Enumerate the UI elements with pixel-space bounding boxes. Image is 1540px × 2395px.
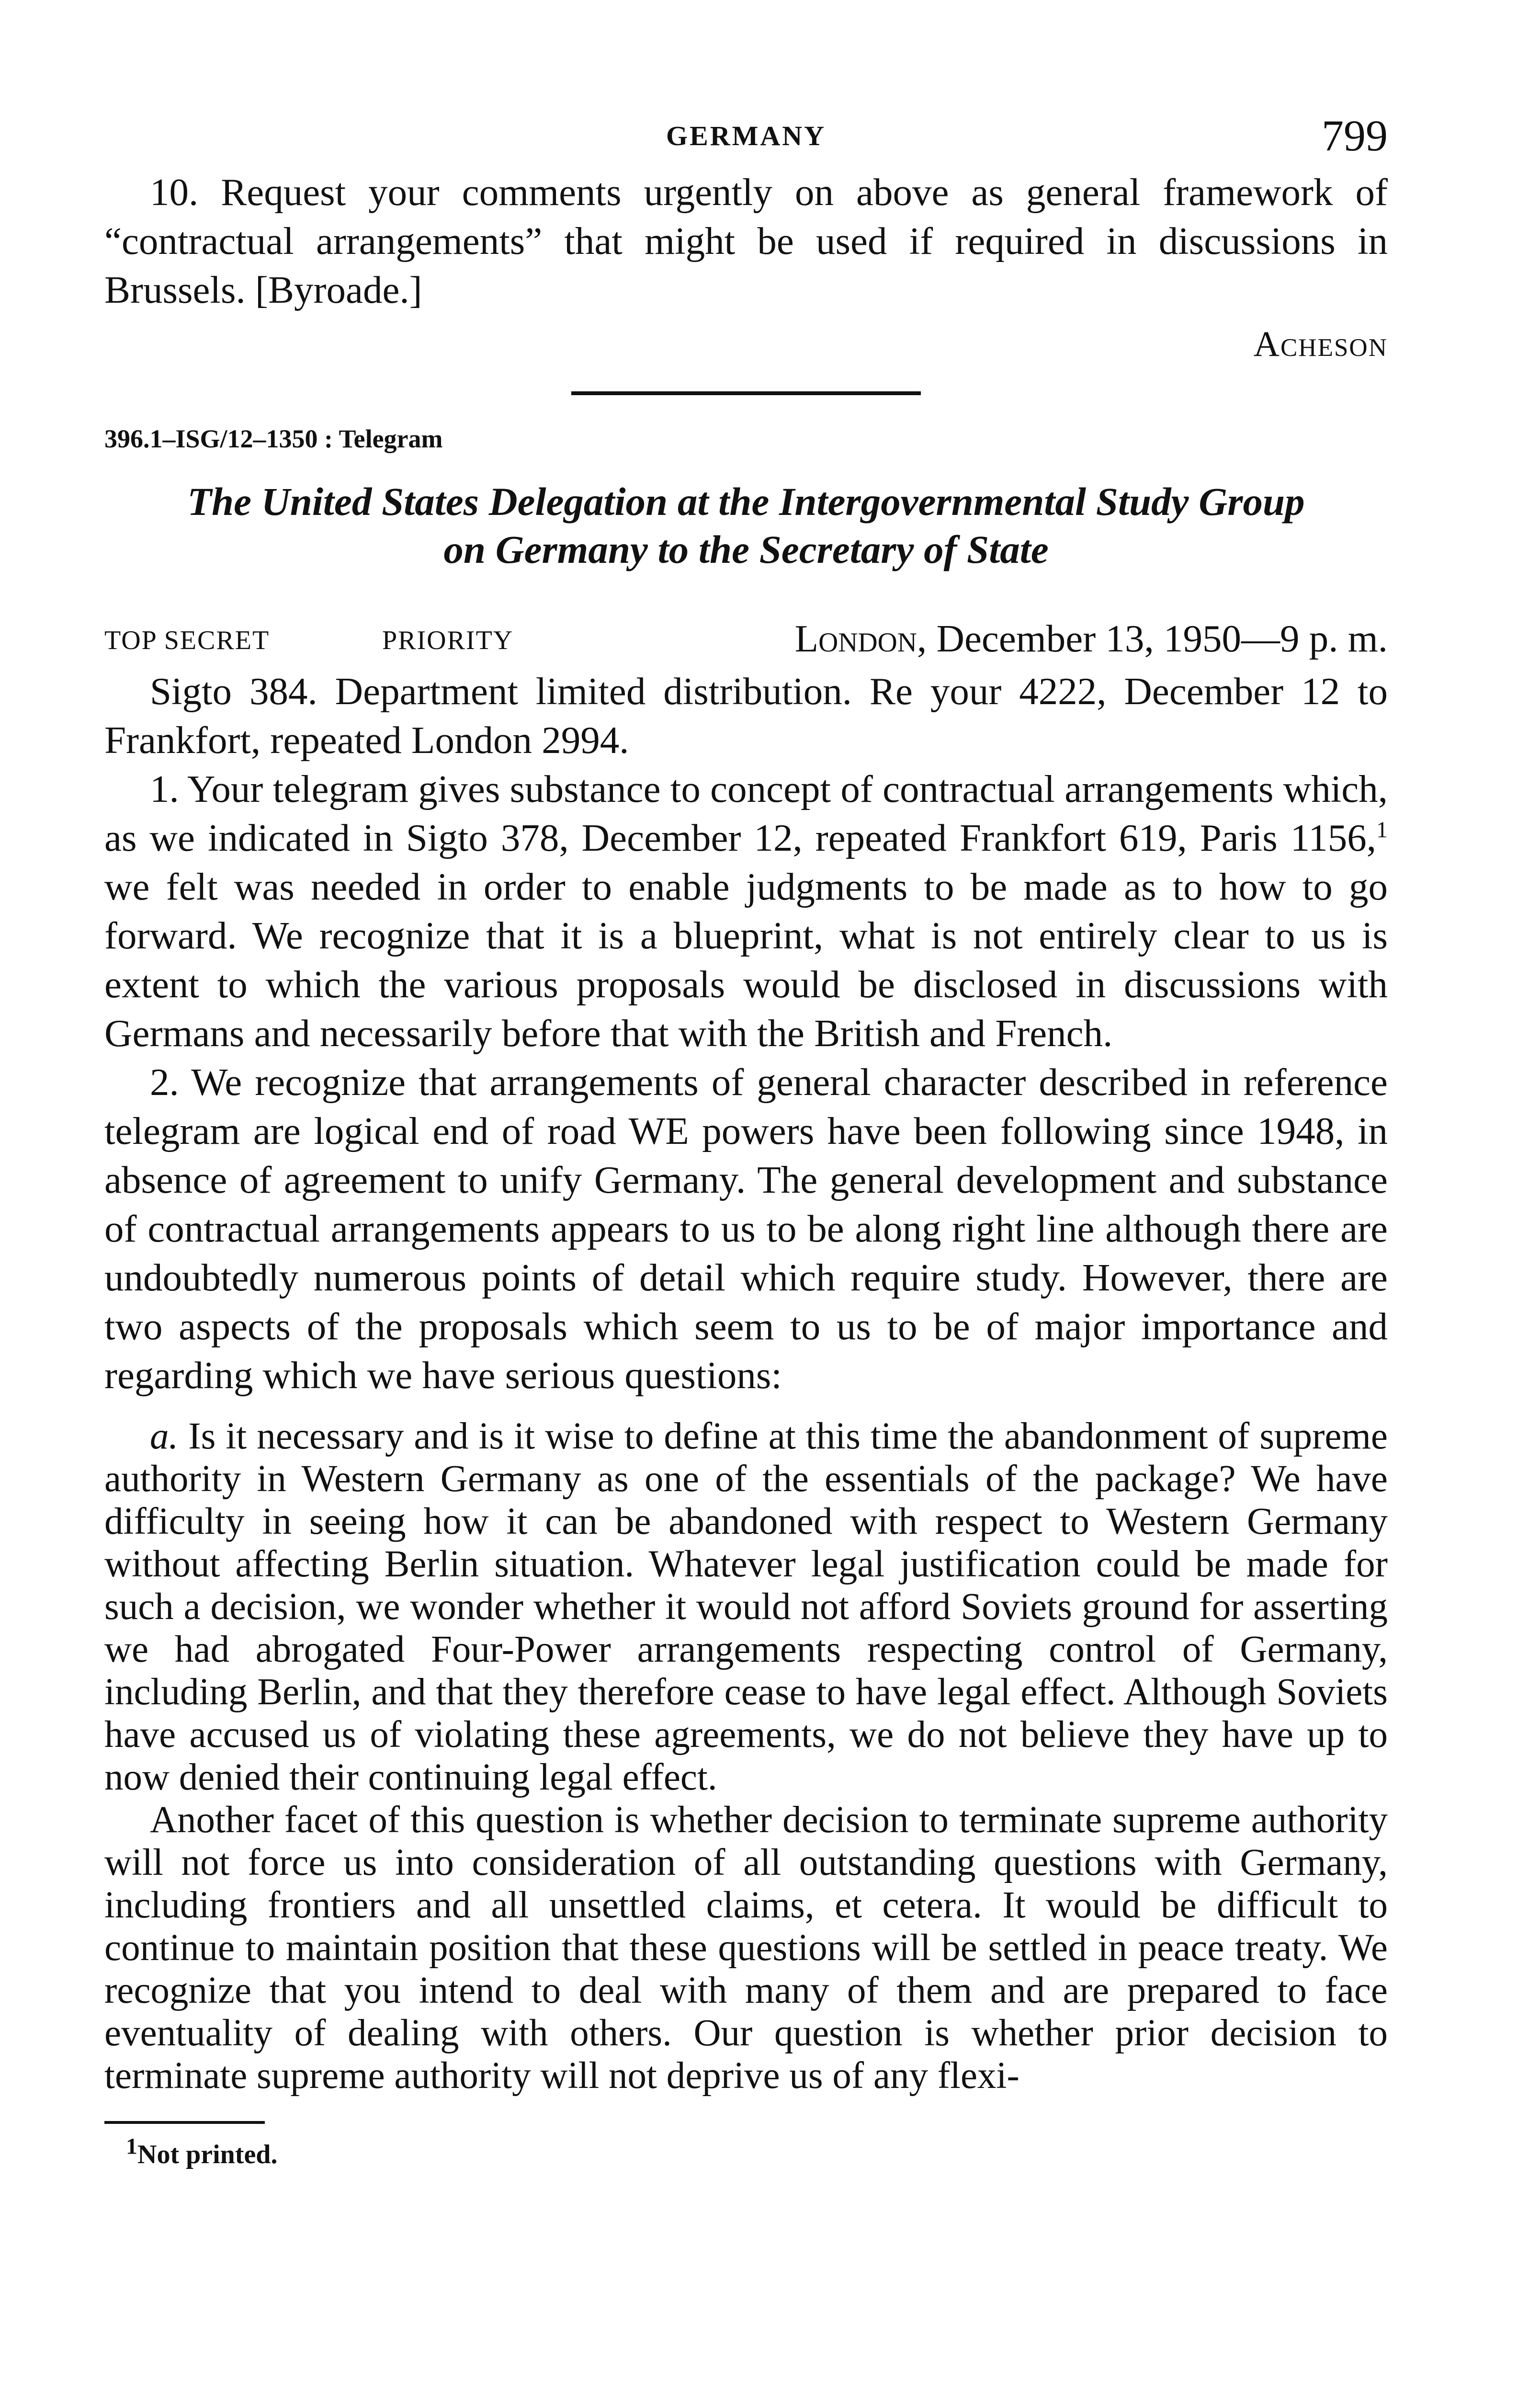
- place-date: [795, 616, 1388, 661]
- item-a: [104, 1415, 1388, 1799]
- running-head: [104, 110, 1388, 168]
- item-a-text: Is it necessary and is it wise to define at this time the abandonment of supreme authority in Western Germany as one of the essentials of the package? We have difficulty in seeing how it can be abandoned with respect to Western Germany without affecting Berlin situation. Whatever legal justification could be made for such a decision, we wonder whether it would not afford Soviets ground for asserting we had abrogated Four-Power arrangements respecting control of Germany, including Berlin, and that they therefore cease to have legal effect. Although Soviets have accused us of violating these agreements, we do not believe they have up to now denied their continuing legal effect.: [104, 1415, 1388, 1798]
- footnote: [104, 2133, 1388, 2170]
- paragraph-1: [104, 764, 1388, 1058]
- footnote-reference: 1: [1376, 817, 1388, 843]
- place: London: [794, 617, 917, 660]
- paragraph-1-before-note: 1. Your telegram gives substance to concept of contractual arrangements which, as we indicated in Sigto 378, December 12, repeated Frankfort 619, Paris 1156,: [104, 767, 1388, 859]
- section-divider: [571, 391, 921, 395]
- document-page: [104, 110, 1388, 2170]
- opening-paragraph: Sigto 384. Department limited distribution. Re your 4222, December 12 to Frankfort, repeated London 2994.: [104, 670, 1388, 762]
- running-title: GERMANY: [666, 120, 827, 151]
- footnote-mark: 1: [126, 2133, 137, 2159]
- date: , December 13, 1950—9 p. m.: [917, 617, 1388, 660]
- paragraph-1-after-note: we felt was needed in order to enable judgments to be made as to how to go forward. We recognize that it is a blueprint, what is not entirely clear to us is extent to which the various proposals would be disclosed in discussions with Germans and necessarily before that with the British and French.: [104, 865, 1388, 1055]
- preceding-paragraph: 10. Request your comments urgently on above as general framework of “contractual arrangements” that might be used if required in discussions in Brussels. [Byroade.]: [104, 171, 1388, 311]
- classification-priority: PRIORITY: [382, 626, 514, 655]
- page-number: 799: [1322, 111, 1388, 160]
- paragraph-2: 2. We recognize that arrangements of general character described in reference telegram are logical end of road WE powers have been following since 1948, in absence of agreement to unify Germany. The general development and substance of contractual arrangements appears to us to be along right line although there are undoubtedly numerous points of detail which require study. However, there are two aspects of the proposals which seem to us to be of major importance and regarding which we have serious questions:: [104, 1061, 1388, 1397]
- footnote-text: Not printed.: [137, 2140, 278, 2169]
- paragraph-another-facet: Another facet of this question is whether decision to terminate supreme authority will not force us into consideration of all outstanding questions with Germany, including frontiers and all unsettled claims, et cetera. It would be difficult to continue to maintain position that these questions will be settled in peace treaty. We recognize that you intend to deal with many of them and are prepared to face eventuality of dealing with others. Our question is whether prior decision to terminate supreme authority will not deprive us of any flexi-: [104, 1799, 1388, 2097]
- item-a-label: a.: [150, 1415, 179, 1457]
- file-reference: 396.1–ISG/12–1350 : Telegram: [104, 424, 443, 453]
- document-title: [104, 478, 1388, 573]
- signature: Acheson: [1253, 324, 1388, 364]
- dateline: [104, 616, 1388, 667]
- classification-top-secret: TOP SECRET: [104, 626, 270, 655]
- footnote-divider: [104, 2121, 265, 2124]
- document-title-line-1: The United States Delegation at the Intergovernmental Study Group: [187, 479, 1305, 524]
- document-title-line-2: on Germany to the Secretary of State: [443, 527, 1049, 571]
